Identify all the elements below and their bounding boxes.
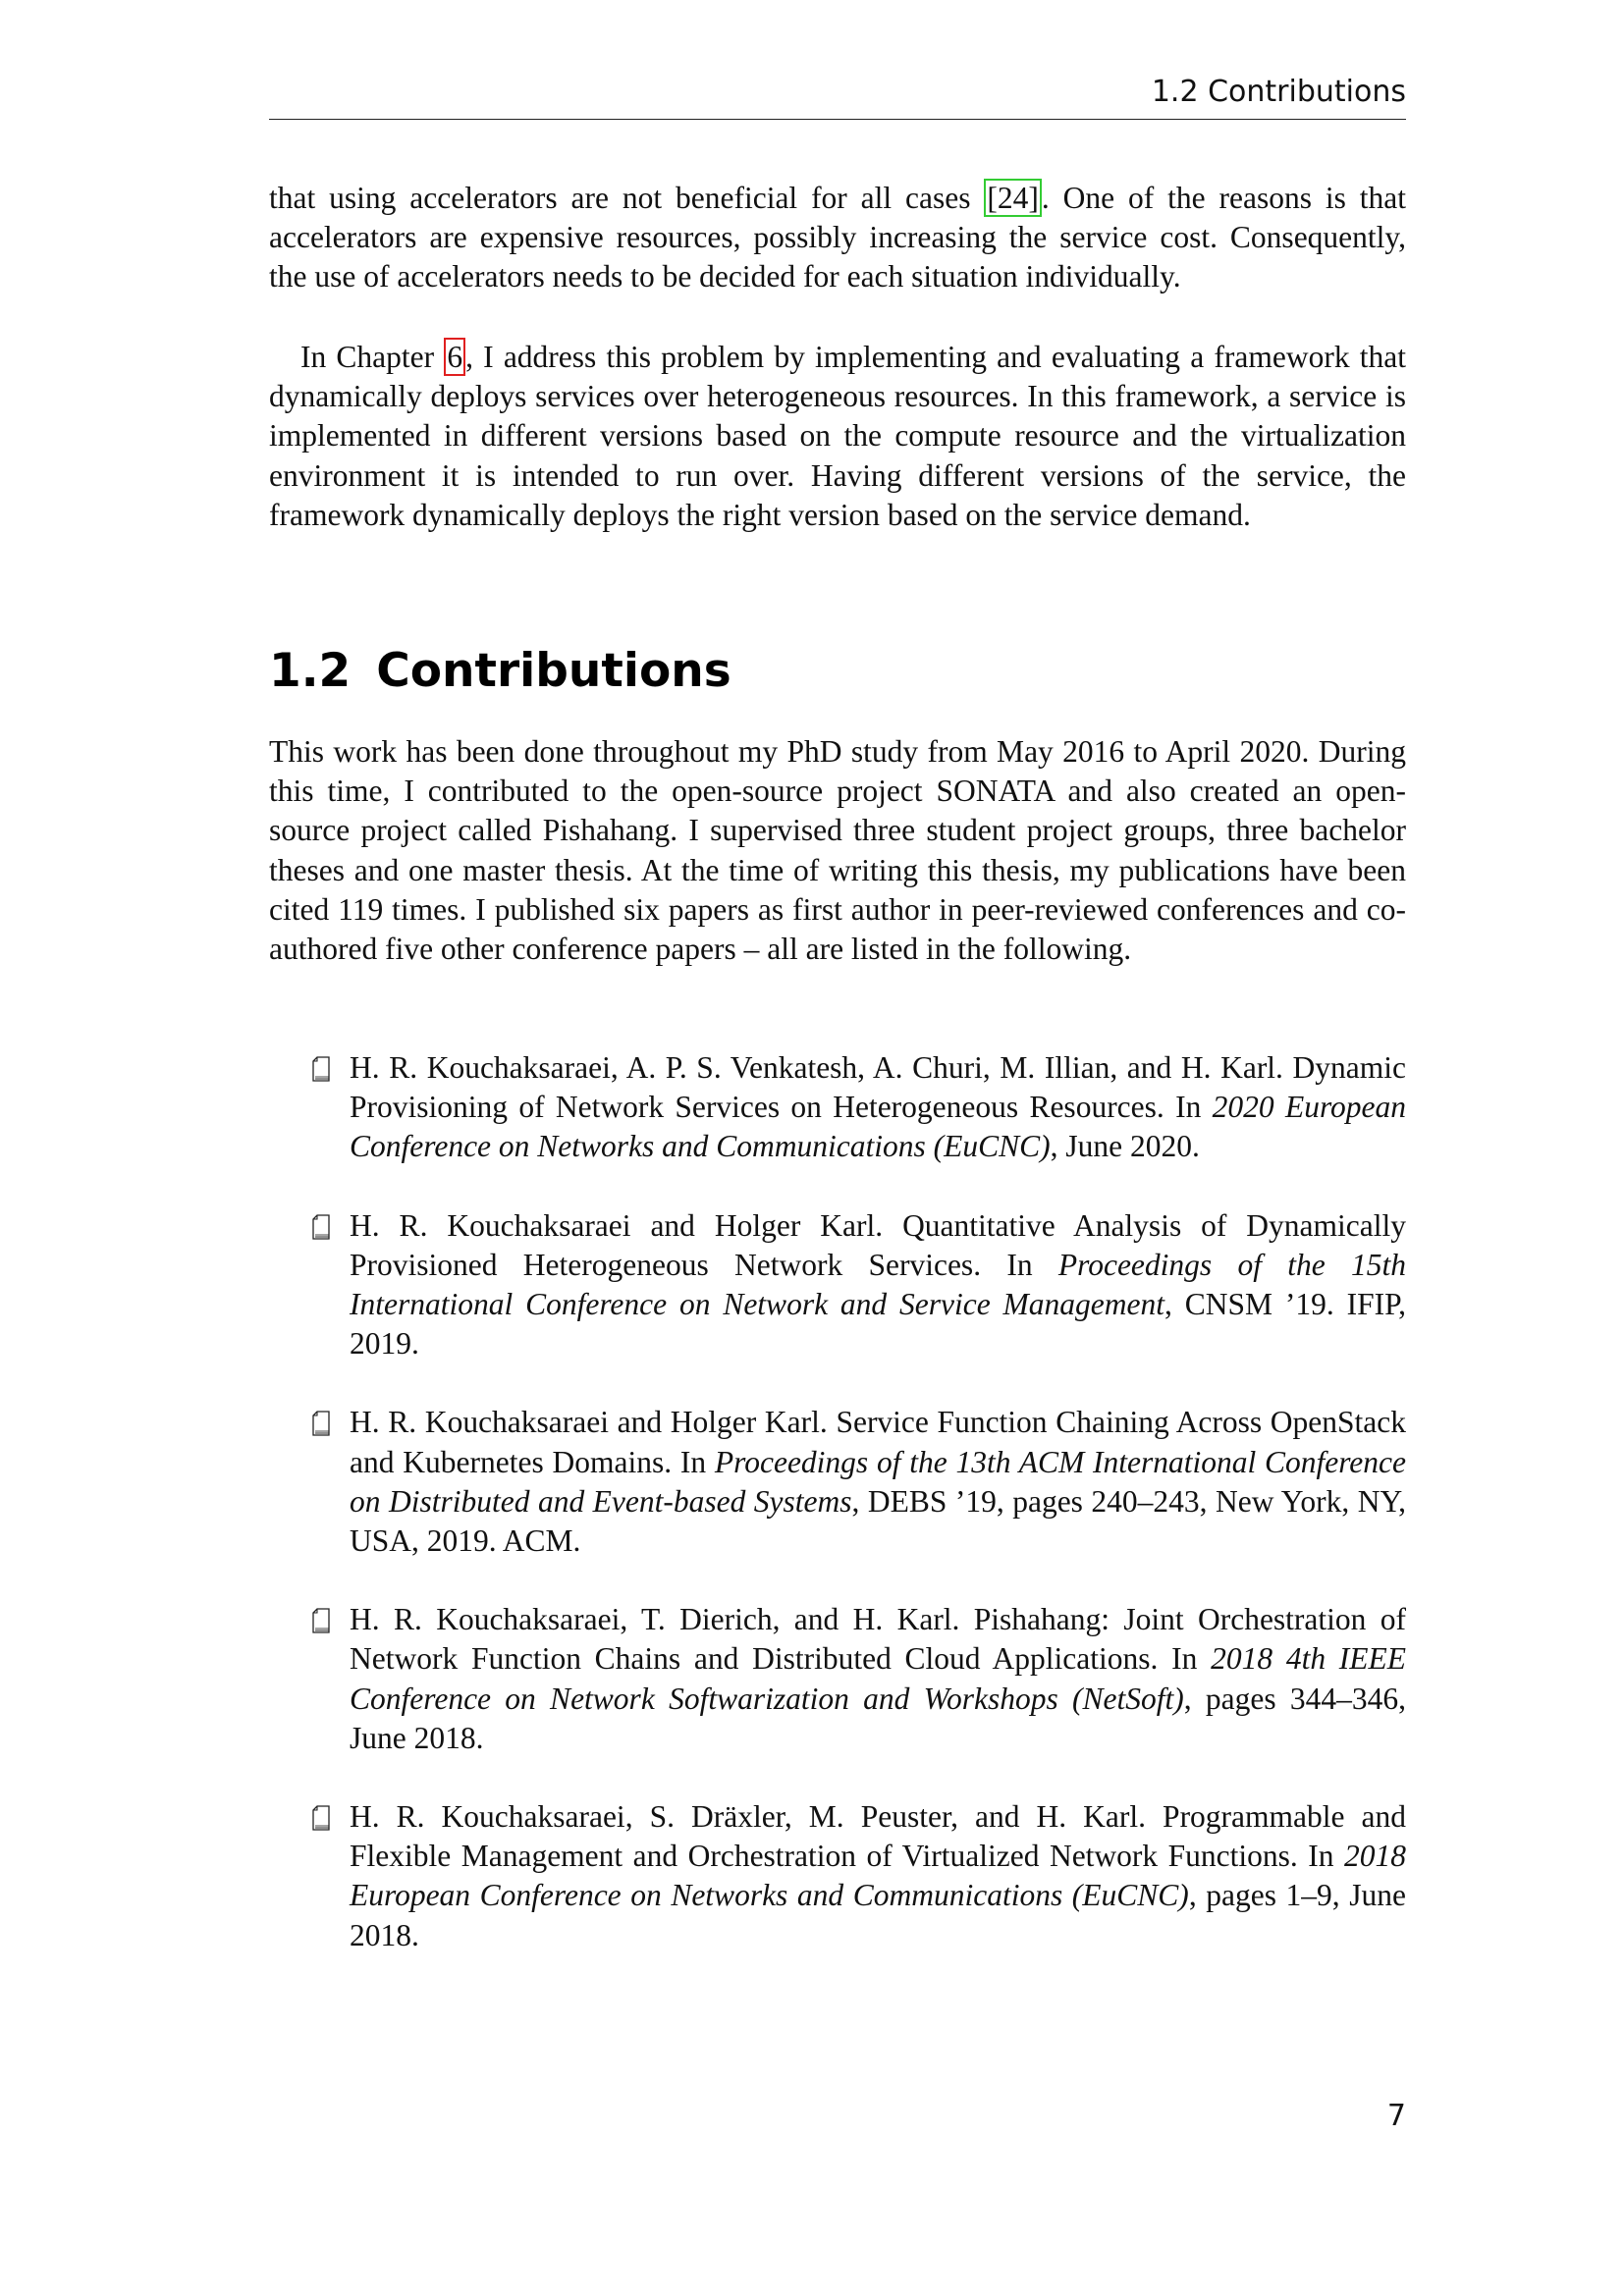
intro-paragraph-chapter6 bbox=[269, 338, 1406, 535]
intro-paragraph-continued bbox=[269, 179, 1406, 297]
paper-document-icon bbox=[312, 1056, 330, 1082]
publication-item bbox=[269, 1797, 1406, 1955]
section-title: Contributions bbox=[376, 644, 731, 698]
contributions-paragraph: This work has been done throughout my PhD study from May 2016 to April 2020. During this time, I contributed to the open-source project SONATA and also created an open-source project called Pishahang. I supervised three student project groups, three bachelor theses and one master thesis. At the time of writing this thesis, my publications have been cited 119 times. I published six papers as first author in peer-reviewed conferences and co-authored five other conference papers – all are listed in the following. bbox=[269, 734, 1406, 967]
publication-details: , pages 1–9, June 2018. bbox=[350, 1878, 1407, 1952]
publication-in: In bbox=[1175, 1090, 1202, 1125]
section-number: 1.2 bbox=[269, 644, 352, 698]
publication-in: In bbox=[679, 1444, 707, 1479]
paper-document-icon bbox=[312, 1411, 330, 1436]
chapter-6-link[interactable]: 6 bbox=[444, 338, 465, 376]
publication-in: In bbox=[1171, 1641, 1198, 1677]
running-header bbox=[269, 73, 1406, 120]
chapter-text-after-ref: , I address this problem by implementing and evaluating a framework that dynamically deploys services over heterogeneous resources. In this framework, a service is implemented in different versions based on the compute resource and the virtualization environment it is intended to run over. Having different versions of the service, the framework dynamically deploys the right version based on the service demand. bbox=[269, 340, 1406, 532]
publication-item bbox=[269, 1048, 1406, 1167]
publication-venue: 2020 European Conference on Networks and Communications (EuCNC) bbox=[350, 1090, 1407, 1164]
page-number: 7 bbox=[1386, 2099, 1406, 2133]
running-header-title: 1.2 Contributions bbox=[1151, 75, 1406, 109]
publication-item bbox=[269, 1600, 1406, 1758]
publication-title: Dynamic Provisioning of Network Services on Heterogeneous Resources. bbox=[350, 1050, 1407, 1125]
publication-venue: Proceedings of the 15th International Conference on Network and Service Management bbox=[350, 1247, 1406, 1322]
publication-details: , pages 344–346, June 2018. bbox=[350, 1681, 1406, 1755]
publication-title: Quantitative Analysis of Dynamically Provisioned Heterogeneous Network Services. bbox=[350, 1207, 1407, 1282]
publication-in: In bbox=[1308, 1839, 1334, 1874]
paper-document-icon bbox=[312, 1805, 330, 1831]
paper-document-icon bbox=[312, 1608, 330, 1633]
publication-authors: H. R. Kouchaksaraei and Holger Karl. bbox=[350, 1405, 828, 1440]
intro-text-before-citation: that using accelerators are not beneficial for all cases bbox=[269, 181, 985, 215]
section-heading bbox=[269, 642, 731, 701]
publication-title: Service Function Chaining Across OpenStack and Kubernetes Domains. bbox=[350, 1405, 1406, 1479]
citation-link-24[interactable]: [24] bbox=[984, 179, 1041, 217]
publication-title: Pishahang: Joint Orchestration of Network Function Chains and Distributed Cloud Applications. bbox=[350, 1602, 1406, 1677]
publication-title: Programmable and Flexible Management and Orchestration of Virtualized Network Functions. bbox=[350, 1799, 1406, 1874]
publication-item bbox=[269, 1403, 1406, 1561]
publication-authors: H. R. Kouchaksaraei, A. P. S. Venkatesh, A. Churi, M. Illian, and H. Karl. bbox=[350, 1050, 1283, 1085]
publication-authors: H. R. Kouchaksaraei, S. Dräxler, M. Peuster, and H. Karl. bbox=[350, 1799, 1147, 1835]
publication-details: , DEBS ’19, pages 240–243, New York, NY, USA, 2019. ACM. bbox=[350, 1483, 1407, 1559]
chapter-text-before-ref: In Chapter bbox=[300, 340, 445, 374]
publication-details: , June 2020. bbox=[1050, 1129, 1200, 1164]
publication-in: In bbox=[1006, 1247, 1033, 1282]
publication-authors: H. R. Kouchaksaraei and Holger Karl. bbox=[350, 1207, 884, 1243]
publication-item bbox=[269, 1206, 1406, 1364]
publication-venue: 2018 4th IEEE Conference on Network Softwarization and Workshops (NetSoft) bbox=[350, 1641, 1407, 1716]
paper-document-icon bbox=[312, 1214, 330, 1240]
publication-list bbox=[269, 1048, 1406, 1995]
publication-venue: Proceedings of the 13th ACM International Conference on Distributed and Event-based Systems bbox=[350, 1444, 1407, 1519]
publication-details: , CNSM ’19. IFIP, 2019. bbox=[350, 1287, 1406, 1362]
publication-authors: H. R. Kouchaksaraei, T. Dierich, and H. Karl. bbox=[350, 1602, 960, 1637]
intro-text-after-citation: . One of the reasons is that accelerators are expensive resources, possibly increasing the service cost. Consequently, the use of accelerators needs to be decided for each situation individually. bbox=[269, 181, 1407, 294]
publication-venue: 2018 European Conference on Networks and Communications (EuCNC) bbox=[350, 1839, 1406, 1913]
